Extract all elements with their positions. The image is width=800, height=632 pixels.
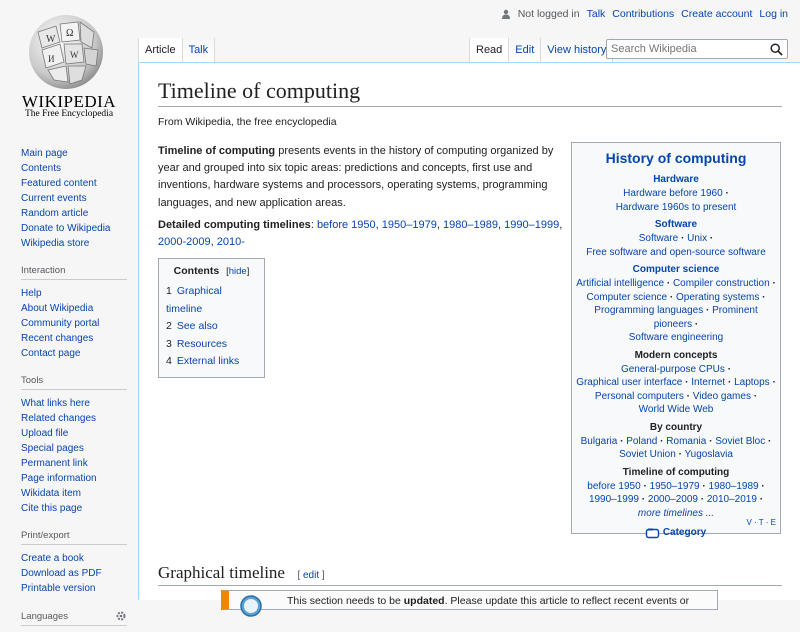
notice-text-prefix: This section needs to be <box>287 595 404 607</box>
sidebar-item-community-portal[interactable]: Community portal <box>21 318 100 329</box>
sidebar-item-contact-page[interactable]: Contact page <box>21 348 81 359</box>
sidebar-item-help[interactable]: Help <box>21 288 42 299</box>
search-input[interactable] <box>607 43 767 55</box>
section-heading: Graphical timeline <box>158 563 285 582</box>
navbox-link[interactable]: 2010–2019 <box>706 494 757 505</box>
navbox-link[interactable]: Hardware before 1960 <box>623 188 723 199</box>
sidebar-item-upload-file[interactable]: Upload file <box>21 428 69 439</box>
personal-tools <box>501 8 788 20</box>
navbox-link[interactable]: 1990–1999 <box>588 494 639 505</box>
sidebar-heading-print-export: Print/export <box>21 530 127 545</box>
sidebar-item-featured-content[interactable]: Featured content <box>21 178 97 189</box>
toc-link[interactable]: Resources <box>176 337 228 350</box>
navbox-heading-timeline: Timeline of computing <box>622 466 730 478</box>
navbox-link[interactable]: Software engineering <box>628 332 724 343</box>
user-icon <box>501 9 511 19</box>
navbox-link[interactable]: Personal computers <box>594 390 684 402</box>
toc-number: 4 <box>166 355 172 367</box>
navbox-link[interactable]: Laptops <box>734 377 770 388</box>
timeline-link-2010[interactable]: 2010- <box>216 236 245 249</box>
tab-article[interactable]: Article <box>138 38 183 63</box>
navbox-link[interactable]: Artificial intelligence <box>576 278 665 289</box>
search-box <box>606 39 788 59</box>
navbox-link[interactable]: Video games <box>692 390 751 402</box>
view-tabs <box>469 38 613 63</box>
toc-item[interactable] <box>166 336 257 354</box>
navbox-link[interactable]: Unix <box>687 233 708 244</box>
sidebar-item-download-pdf[interactable]: Download as PDF <box>21 568 102 579</box>
navbox-link[interactable]: Romania <box>666 435 707 447</box>
navbox-link[interactable]: Soviet Union <box>619 449 676 460</box>
sidebar-heading-languages <box>21 610 127 626</box>
create-account-link[interactable]: Create account <box>681 8 753 20</box>
timeline-link-1950-1979[interactable]: 1950–1979 <box>381 219 437 231</box>
vte-view-link[interactable]: V <box>746 517 752 527</box>
toc-list <box>166 283 257 371</box>
category-icon <box>646 528 659 538</box>
navbox-link[interactable]: 2000–2009 <box>647 494 698 505</box>
section-edit-link[interactable]: edit <box>303 570 320 581</box>
sidebar-item-related-changes[interactable]: Related changes <box>21 413 97 424</box>
table-of-contents <box>158 258 265 378</box>
navbox-link[interactable]: 1980–1989 <box>708 480 759 492</box>
sidebar-item-donate[interactable]: Donate to Wikipedia <box>21 223 111 234</box>
toc-header: Contents [hide] <box>173 265 250 277</box>
tab-view-history[interactable]: View history <box>541 38 613 63</box>
sidebar-item-wikidata-item[interactable]: Wikidata item <box>21 488 82 499</box>
sidebar-item-random-article[interactable]: Random article <box>21 208 89 219</box>
navbox-link[interactable]: Graphical user interface <box>576 377 683 388</box>
navbox-heading-modern-concepts: Modern concepts <box>634 349 718 361</box>
svg-text:W: W <box>70 50 79 60</box>
svg-text:Ω: Ω <box>66 28 74 39</box>
navbox-link[interactable]: before 1950 <box>587 480 641 492</box>
navbox-link[interactable]: General-purpose CPUs <box>620 363 725 375</box>
tab-edit[interactable]: Edit <box>509 38 541 63</box>
sidebar <box>21 146 131 632</box>
history-of-computing-navbox: History of computing Hardware Hardware before 1960 · Hardware 1960s to present Software Software · Unix · Free software and open-source software Computer science Artificial intelligence · Compiler construction · Computer science · Operating systems · Programming languages · Prominent pioneers · Software engineering Modern concepts General-purpose CPUs · Graphical user interface · Internet · Laptops · Personal computers · Video games · World Wide Web By country Bulgaria · Poland · Romania · Soviet Bloc · Soviet Union · Yugoslavia Timeline of computing before 1950 · 1950–1979 · 1980–1989 · 1990–1999 · 2000–2009 · 2010–2019 · more timelines ... Category V · T · E <box>571 142 781 534</box>
navbox-link[interactable]: Hardware 1960s to present <box>615 201 737 213</box>
logo-tagline: The Free Encyclopedia <box>24 109 114 119</box>
gear-icon[interactable] <box>115 610 127 622</box>
notice-text-rest: . Please update this article to reflect recent events or <box>444 595 690 607</box>
login-link[interactable]: Log in <box>759 8 788 20</box>
sidebar-item-printable-version[interactable]: Printable version <box>21 583 96 594</box>
sidebar-item-store[interactable]: Wikipedia store <box>21 238 90 249</box>
navbox-link[interactable]: Internet <box>691 377 726 388</box>
toc-number: 2 <box>166 320 172 332</box>
sidebar-item-current-events[interactable]: Current events <box>21 193 87 204</box>
toc-number: 3 <box>166 337 172 350</box>
sidebar-tools-nav <box>21 396 131 516</box>
sidebar-item-page-information[interactable]: Page information <box>21 473 97 484</box>
navbox-link[interactable]: World Wide Web <box>638 404 714 415</box>
sidebar-item-contents[interactable]: Contents <box>21 163 62 174</box>
navbox-vte: V · T · E <box>746 517 776 527</box>
sidebar-print-nav <box>21 551 131 596</box>
sidebar-interaction-nav <box>21 286 131 361</box>
navbox-heading-hardware[interactable]: Hardware <box>653 174 699 185</box>
navbox-link[interactable]: Operating systems <box>676 291 760 303</box>
sidebar-item-about[interactable]: About Wikipedia <box>21 303 94 314</box>
navbox-link[interactable]: Compiler construction <box>672 278 770 289</box>
toc-hide-link[interactable]: hide <box>228 266 247 277</box>
intro-bold-term: Timeline of computing <box>158 145 276 157</box>
intro-paragraph <box>158 143 558 212</box>
page-title: Timeline of computing <box>158 78 782 107</box>
intro-text: presents events in the history of computing organized by year and grouped into six topic areas: predictions and concepts, first use and inventions, hardware systems and processors, operating systems, programming languages, and new application areas. <box>158 145 554 209</box>
contributions-link[interactable]: Contributions <box>612 8 675 20</box>
navbox-heading-software[interactable]: Software <box>654 219 698 230</box>
section-graphical-timeline: Graphical timeline [ edit ] <box>158 563 782 586</box>
tab-read[interactable]: Read <box>469 38 509 63</box>
sidebar-item-create-book[interactable]: Create a book <box>21 553 84 564</box>
main-content <box>138 62 800 607</box>
navbox-link[interactable]: more timelines ... <box>637 507 715 519</box>
navbox-link[interactable]: Computer science <box>586 291 668 303</box>
sidebar-item-special-pages[interactable]: Special pages <box>21 443 84 454</box>
timeline-link-1990-1999[interactable]: 1990–1999 <box>504 219 560 231</box>
sidebar-item-permanent-link[interactable]: Permanent link <box>21 458 88 469</box>
navbox-link[interactable]: Bulgaria <box>580 435 618 447</box>
namespace-tabs <box>138 38 215 63</box>
search-icon[interactable] <box>770 43 783 56</box>
toc-title: Contents <box>173 265 220 277</box>
navbox-link[interactable]: Software <box>638 233 679 244</box>
toc-link[interactable]: See also <box>176 320 218 332</box>
logo-wordmark: WIKIPEDIA <box>21 92 117 111</box>
sidebar-item-cite-this-page[interactable]: Cite this page <box>21 503 83 514</box>
detailed-timelines-label: Detailed computing timelines <box>158 219 311 231</box>
detailed-timelines: Detailed computing timelines: before 1950, 1950–1979, 1980–1989, 1990–1999, 2000-2009, 2010- <box>158 219 563 249</box>
toc-link[interactable]: External links <box>176 355 240 367</box>
navbox-link[interactable]: Poland <box>626 435 658 447</box>
sidebar-item-what-links-here[interactable]: What links here <box>21 398 90 409</box>
toc-item[interactable] <box>166 318 257 336</box>
clock-icon <box>239 594 263 618</box>
sidebar-main-nav <box>21 146 131 251</box>
timeline-link-before-1950[interactable]: before 1950 <box>316 219 376 231</box>
puzzle-globe-icon <box>26 12 106 92</box>
languages-label: Languages <box>21 610 69 622</box>
not-logged-in-text: Not logged in <box>517 8 580 20</box>
sidebar-item-main-page[interactable]: Main page <box>21 148 68 159</box>
svg-text:W: W <box>46 34 56 45</box>
wikipedia-logo[interactable] <box>0 0 138 125</box>
navbox-link[interactable]: Prominent pioneers <box>653 305 758 330</box>
navbox-link[interactable]: 1950–1979 <box>649 480 700 492</box>
notice-text-bold: updated <box>403 595 445 607</box>
vte-edit-link[interactable]: E <box>770 517 776 527</box>
toc-item[interactable] <box>166 283 257 318</box>
navbox-heading-by-country: By country <box>649 421 703 433</box>
navbox-link[interactable]: Soviet Bloc <box>715 435 766 447</box>
navbox-title[interactable]: History of computing <box>605 150 747 166</box>
update-notice-box <box>221 590 718 610</box>
timeline-link-2000-2009[interactable]: 2000-2009 <box>158 236 211 249</box>
sidebar-item-recent-changes[interactable]: Recent changes <box>21 333 94 344</box>
toc-number: 1 <box>166 285 172 297</box>
timeline-link-1980-1989[interactable]: 1980–1989 <box>442 219 499 231</box>
category-link[interactable]: Category <box>662 527 707 538</box>
sidebar-heading-interaction: Interaction <box>21 265 127 280</box>
toc-item[interactable] <box>166 353 257 371</box>
site-subtitle: From Wikipedia, the free encyclopedia <box>158 116 337 128</box>
talk-link[interactable]: Talk <box>586 8 606 20</box>
sidebar-heading-tools: Tools <box>21 375 127 390</box>
navbox-link[interactable]: Yugoslavia <box>684 449 733 460</box>
toc-link[interactable]: Graphical timeline <box>166 285 222 315</box>
navbox-link[interactable]: Programming languages <box>594 305 704 316</box>
vte-talk-link[interactable]: T <box>758 517 764 527</box>
navbox-link[interactable]: Free software and open-source software <box>586 246 766 258</box>
tab-talk[interactable]: Talk <box>183 38 216 63</box>
svg-text:И: И <box>48 54 55 64</box>
navbox-heading-computer-science[interactable]: Computer science <box>632 264 720 275</box>
